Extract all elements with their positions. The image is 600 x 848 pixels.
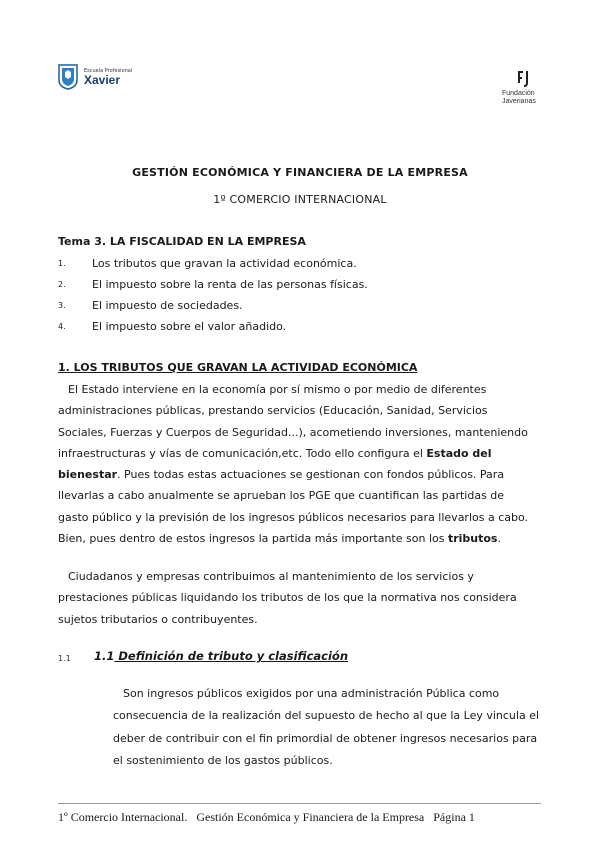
bold-term: tributos	[447, 532, 498, 546]
list-text: El impuesto sobre el valor añadido.	[92, 320, 287, 333]
list-item	[0, 253, 600, 274]
paragraph-text: . Pues todas estas actuaciones se gestionan con fondos públicos. Para llevarlas a cabo anualmente se aprueban los PGE que cuantifican las partidas de gasto público y la previsión de los ingresos públicos necesarios para llevarlos a cabo. Bien, pues dentro de estos ingresos la partida más importante son los	[58, 468, 529, 546]
list-item	[0, 316, 600, 337]
tema-heading: Tema 3. LA FISCALIDAD EN LA EMPRESA	[58, 235, 306, 248]
list-text: El impuesto sobre la renta de las personas físicas.	[92, 278, 368, 291]
paragraph-definicion: Son ingresos públicos exigidos por una administración Pública como consecuencia de la realización del supuesto de hecho al que la Ley vincula el deber de contribuir con el fin primordial de obtener ingresos necesarios para el sostenimiento de los gastos públicos.	[113, 687, 540, 767]
section-heading: 1. LOS TRIBUTOS QUE GRAVAN LA ACTIVIDAD ECONÓMICA	[58, 361, 418, 374]
bold-term: Estado del bienestar	[58, 446, 492, 482]
list-item	[0, 274, 600, 295]
subsection-inline-number: 1.1	[94, 649, 115, 663]
paragraph-text: .	[497, 532, 501, 546]
list-number: 4.	[58, 322, 66, 331]
fundacion-label: Fundación	[502, 90, 535, 97]
document-title: GESTIÓN ECONÓMICA Y FINANCIERA DE LA EMPRESA	[132, 166, 468, 179]
school-logo	[58, 64, 132, 90]
subsection-title-text: Definición de tributo y clasificación	[114, 649, 349, 663]
fundacion-logo	[500, 70, 550, 106]
subsection-number: 1.1	[58, 654, 71, 663]
paragraph-estado	[58, 379, 538, 549]
list-text: El impuesto de sociedades.	[92, 299, 243, 312]
school-label-small: Escuela Profesional	[84, 67, 133, 74]
list-number: 2.	[58, 280, 66, 289]
list-text: Los tributos que gravan la actividad económica.	[92, 257, 357, 270]
list-number: 3.	[58, 301, 66, 310]
list-item	[0, 295, 600, 316]
fj-monogram-icon	[516, 70, 530, 88]
page-footer: 1º Comercio Internacional. Gestión Económica y Financiera de la Empresa Página 1	[58, 810, 475, 824]
shield-logo-icon	[58, 64, 78, 90]
document-subtitle: 1º COMERCIO INTERNACIONAL	[213, 193, 387, 206]
fundacion-label-2: Javerianas	[502, 98, 536, 105]
paragraph-ciudadanos: Ciudadanos y empresas contribuimos al mantenimiento de los servicios y prestaciones públicas liquidando los tributos de los que la normativa nos considera sujetos tributarios o contribuyentes.	[58, 570, 517, 626]
subsection-heading	[58, 649, 349, 664]
list-number: 1.	[58, 259, 66, 268]
subsection-title	[94, 649, 348, 663]
footer-divider	[58, 803, 541, 804]
paragraph-text: El Estado interviene en la economía por sí mismo o por medio de diferentes administraciones públicas, prestando servicios (Educación, Sanidad, Servicios Sociales, Fuerzas y Cuerpos de Seguridad...), acometiendo inversiones, manteniendo infraestructuras y vías de comunicación,etc. Todo ello configura el	[58, 383, 528, 460]
school-name: Xavier	[84, 72, 121, 87]
